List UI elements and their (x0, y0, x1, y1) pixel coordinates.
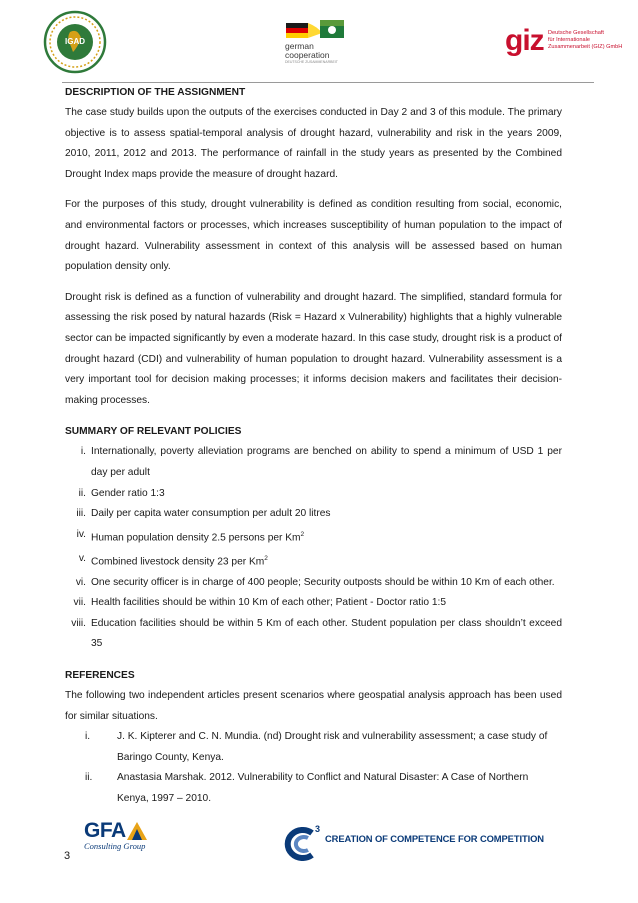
superscript: 2 (300, 530, 305, 538)
policy-item (65, 614, 562, 655)
references-heading: REFERENCES (65, 670, 135, 682)
c3-superscript: 3 (315, 824, 321, 834)
gc-subtitle: DEUTSCHE ZUSAMMENARBEIT (285, 60, 338, 64)
gfa-subtitle: Consulting Group (84, 841, 146, 851)
references-list (65, 727, 562, 809)
policy-item (65, 484, 562, 505)
policy-text: Education facilities should be within 5 Km of each other. Student population per class shouldn’t exceed 35 (91, 617, 562, 650)
policy-item (65, 593, 562, 614)
gc-word-cooperation: cooperation (285, 50, 330, 60)
reference-item (65, 768, 562, 809)
policy-text: Health facilities should be within 10 Km of each other; Patient - Doctor ratio 1:5 (91, 597, 447, 609)
giz-text-line-3: Zusammenarbeit (GIZ) GmbH (548, 44, 623, 50)
policy-number: ii. (78, 487, 86, 499)
giz-logo-text (548, 30, 622, 51)
references-intro: The following two independent articles present scenarios where geospatial analysis approach has been used for similar situations. (65, 690, 562, 722)
igad-logo (43, 10, 107, 74)
policy-text: Internationally, poverty alleviation programs are benched on ability to spend a minimum of USD 1 per day per adult (91, 446, 562, 478)
policy-text: Gender ratio 1:3 (91, 487, 165, 499)
description-paragraph-2: For the purposes of this study, drought vulnerability is defined as condition resulting from social, economic, and environmental factors or processes, which increases susceptibility of human population to the impact of drought hazard. Vulnerability assessment in context of this analysis will be assessed based on human population density only. (65, 199, 562, 273)
c3-logo (282, 827, 318, 861)
gfa-logo (84, 820, 145, 851)
giz-text-line-1: Deutsche Gesellschaft (548, 30, 604, 36)
policy-item (65, 573, 562, 594)
c3-tagline: CREATION OF COMPETENCE FOR COMPETITION (325, 833, 544, 844)
policy-text: One security officer is in charge of 400 people; Security outposts should be within 10 Km of each other. (91, 576, 555, 588)
policy-item (65, 525, 562, 549)
reference-text: Anastasia Marshak. 2012. Vulnerability to Conflict and Natural Disaster: A Case of Northern Kenya, 1997 – 2010. (117, 772, 529, 804)
policy-text: Daily per capita water consumption per adult 20 litres (91, 508, 331, 520)
policies-list (65, 442, 562, 655)
policy-text: Combined livestock density 23 per Km (91, 556, 265, 568)
german-cooperation-wordmark (285, 42, 338, 64)
page-number: 3 (64, 850, 71, 862)
giz-logo-mark: giz (505, 24, 544, 57)
page-content (65, 83, 562, 810)
policy-number: viii. (71, 617, 86, 629)
description-heading: DESCRIPTION OF THE ASSIGNMENT (65, 87, 246, 98)
reference-number: i. (85, 731, 91, 743)
reference-number: ii. (85, 772, 93, 784)
reference-item (65, 727, 562, 768)
superscript: 2 (264, 554, 268, 562)
c3-emblem-icon (282, 827, 318, 861)
policy-item (65, 442, 562, 483)
policy-number: iii. (76, 508, 86, 520)
gfa-letters: GFA (84, 819, 126, 842)
policy-number: vii. (73, 597, 86, 609)
gc-word-german: german (285, 41, 314, 51)
policy-item (65, 549, 562, 573)
policies-heading: SUMMARY OF RELEVANT POLICIES (65, 426, 242, 438)
description-paragraph-3: Drought risk is defined as a function of vulnerability and drought hazard. The simplified, standard formula for assessing the risk posed by natural hazards (Risk = Hazard x Vulnerability) highlights that a highly vulnerable sector can be impacted significantly by even a moderate hazard. In this case study, drought risk is a product of drought hazard (CDI) and vulnerability of human population to drought hazard. Vulnerability assessment is a very important tool for decision making processes; it informs decision makers and facilitates their decision-making processes. (65, 291, 562, 406)
policy-number: vi. (75, 576, 86, 588)
reference-text: J. K. Kipterer and C. N. Mundia. (nd) Drought risk and vulnerability assessment; a case study of Baringo County, Kenya. (117, 731, 548, 763)
policy-number: iv. (76, 528, 86, 540)
gfa-triangle-icon (127, 822, 147, 840)
giz-text-line-2: für Internationale (548, 37, 590, 43)
policy-number: v. (78, 552, 86, 564)
igad-logo-text: IGAD (65, 37, 85, 46)
policy-item (65, 504, 562, 525)
policy-number: i. (80, 446, 86, 458)
policy-text: Human population density 2.5 persons per Km (91, 532, 301, 544)
description-paragraph-1: The case study builds upon the outputs of the exercises conducted in Day 2 and 3 of this module. The primary objective is to assess spatial-temporal analysis of drought hazard, vulnerability and risk in the years 2009, 2010, 2011, 2012 and 2013. The performance of rainfall in the study years as presented by the Combined Drought Index maps provide the measure of drought hazard. (65, 107, 562, 180)
